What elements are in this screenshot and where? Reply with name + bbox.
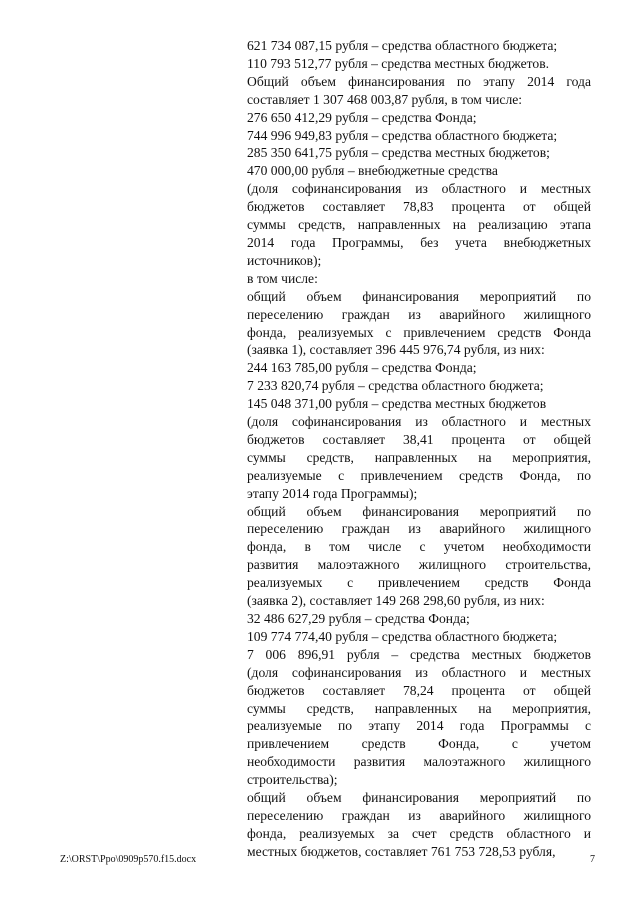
text-line: суммы средств, направленных на мероприятия,: [247, 700, 591, 716]
text-line: (заявка 2), составляет 149 268 298,60 рубля, из них:: [247, 593, 545, 609]
text-line: 2014 года Программы, без учета внебюджетных: [247, 234, 591, 250]
text-line: общий объем финансирования мероприятий по: [247, 790, 591, 806]
text-line: привлечением средств Фонда, с учетом: [247, 736, 591, 752]
text-line: общий объем финансирования мероприятий по: [247, 503, 591, 519]
text-line: бюджетов составляет 78,24 процента от общей: [247, 682, 591, 698]
text-line: (доля софинансирования из областного и местных: [247, 414, 591, 430]
text-line: (доля софинансирования из областного и местных: [247, 181, 591, 197]
text-line: источников);: [247, 252, 322, 268]
text-line: бюджетов составляет 78,83 процента от общей: [247, 199, 591, 215]
text-line: (доля софинансирования из областного и местных: [247, 664, 591, 680]
text-line: бюджетов составляет 38,41 процента от общей: [247, 431, 591, 447]
text-line: переселению граждан из аварийного жилищного: [247, 521, 591, 537]
text-line: реализуемых с привлечением средств Фонда: [247, 575, 591, 591]
text-line: Общий объем финансирования по этапу 2014 года: [247, 73, 591, 89]
text-line: 244 163 785,00 рубля – средства Фонда;: [247, 360, 477, 376]
text-line: 32 486 627,29 рубля – средства Фонда;: [247, 611, 470, 626]
text-line: строительства);: [247, 772, 338, 788]
text-line: переселению граждан из аварийного жилищного: [247, 807, 591, 823]
text-line: составляет 1 307 468 003,87 рубля, в том числе:: [247, 91, 523, 107]
text-line: 110 793 512,77 рубля – средства местных бюджетов.: [247, 55, 550, 71]
text-line: суммы средств, направленных на мероприятия,: [247, 449, 591, 465]
page-number: 7: [590, 854, 595, 865]
text-line: общий объем финансирования мероприятий по: [247, 288, 591, 304]
body-text: [247, 37, 591, 861]
text-line: 744 996 949,83 рубля – средства областного бюджета;: [247, 127, 558, 143]
text-line: местных бюджетов, составляет 761 753 728,53 рубля,: [247, 843, 556, 859]
text-line: развития малоэтажного жилищного строительства,: [247, 557, 591, 573]
text-line: фонда, реализуемых за счет средств областного и: [247, 825, 591, 841]
text-line: суммы средств, направленных на реализацию этапа: [247, 217, 591, 233]
text-line: необходимости развития малоэтажного жилищного: [247, 754, 591, 770]
text-line: 7 006 896,91 рубля – средства местных бюджетов: [247, 646, 591, 662]
text-line: фонда, реализуемых с привлечением средств Фонда: [247, 324, 591, 340]
text-line: фонда, в том числе с учетом необходимости: [247, 539, 591, 555]
text-line: в том числе:: [247, 270, 318, 286]
text-line: реализуемые по этапу 2014 года Программы с: [247, 718, 591, 734]
text-line: переселению граждан из аварийного жилищного: [247, 306, 591, 322]
text-line: 276 650 412,29 рубля – средства Фонда;: [247, 109, 477, 125]
text-line: реализуемые с привлечением средств Фонда, по: [247, 467, 591, 483]
text-line: 470 000,00 рубля – внебюджетные средства: [247, 163, 498, 179]
text-line: 621 734 087,15 рубля – средства областного бюджета;: [247, 38, 558, 53]
text-line: этапу 2014 года Программы);: [247, 485, 418, 501]
text-line: (заявка 1), составляет 396 445 976,74 рубля, из них:: [247, 342, 545, 358]
text-line: 145 048 371,00 рубля – средства местных бюджетов: [247, 396, 547, 412]
text-line: 7 233 820,74 рубля – средства областного бюджета;: [247, 378, 544, 394]
text-line: 285 350 641,75 рубля – средства местных бюджетов;: [247, 145, 550, 161]
text-line: 109 774 774,40 рубля – средства областного бюджета;: [247, 628, 558, 644]
footer-file-path: Z:\ORST\Ppo\0909p570.f15.docx: [60, 854, 197, 865]
